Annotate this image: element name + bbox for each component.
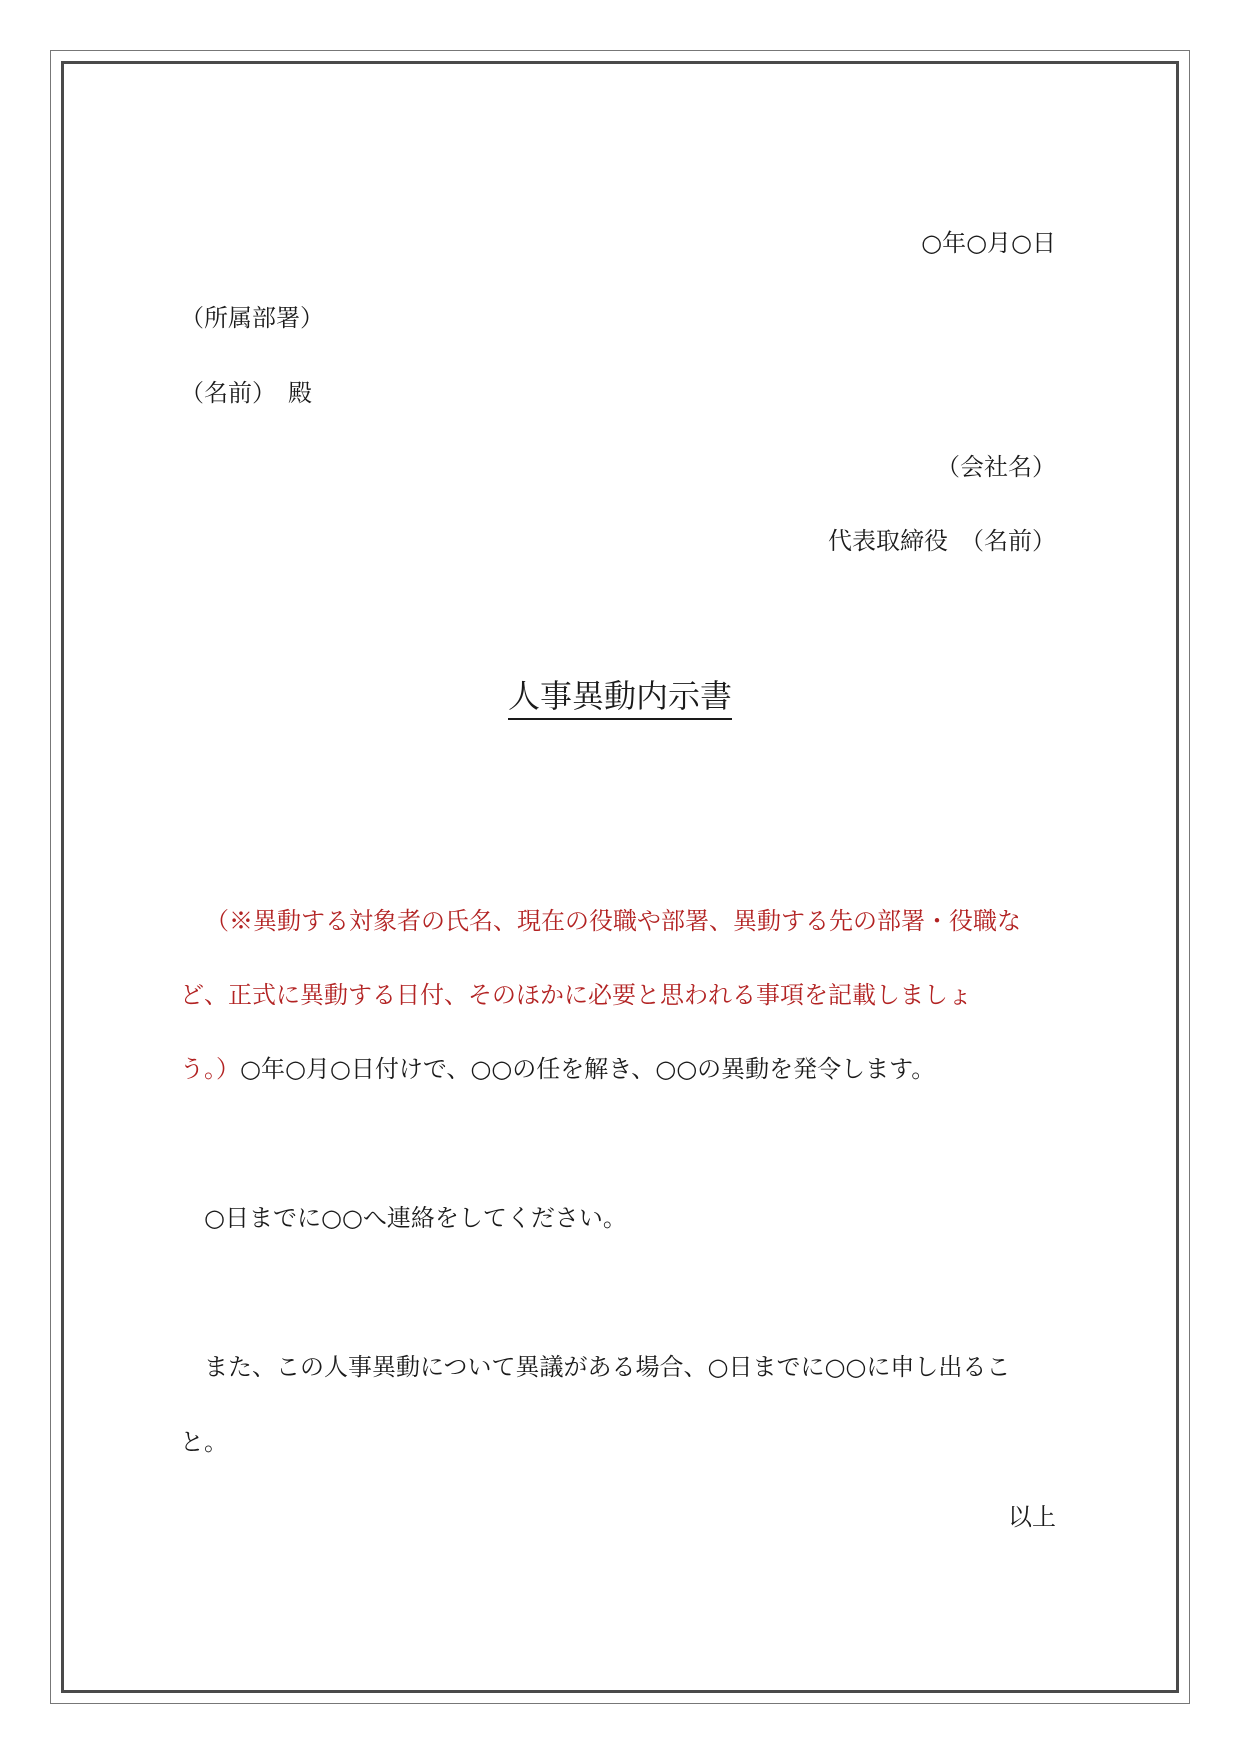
company-name: （会社名） bbox=[936, 453, 1056, 481]
recipient-name: （名前） 殿 bbox=[180, 379, 312, 407]
instruction-note: ど、正式に異動する日付、そのほかに必要と思われる事項を記載しましょ bbox=[180, 981, 972, 1009]
instruction-note: う。） bbox=[180, 1055, 240, 1083]
instruction-note: （※異動する対象者の氏名、現在の役職や部署、異動する先の部署・役職な bbox=[205, 907, 1021, 935]
body-paragraph-3-line-2: と。 bbox=[180, 1428, 228, 1456]
body-paragraph-3-line-1: また、この人事異動について異議がある場合、○日までに○○に申し出るこ bbox=[204, 1353, 1011, 1381]
body-paragraph-2: ○日までに○○へ連絡をしてください。 bbox=[204, 1204, 627, 1232]
closing-remark: 以上 bbox=[1008, 1503, 1056, 1531]
representative-signature: 代表取締役 （名前） bbox=[828, 527, 1056, 555]
document-title bbox=[0, 676, 1240, 720]
document-title-text: 人事異動内示書 bbox=[508, 676, 732, 720]
document-date: ○年○月○日 bbox=[921, 229, 1056, 257]
body-paragraph-1-line-3 bbox=[180, 1054, 935, 1084]
body-paragraph-1-line-1 bbox=[205, 906, 1021, 936]
recipient-department: （所属部署） bbox=[180, 304, 324, 332]
transfer-announcement: ○年○月○日付けで、○○の任を解き、○○の異動を発令します。 bbox=[240, 1055, 936, 1083]
body-paragraph-1-line-2 bbox=[180, 980, 972, 1010]
